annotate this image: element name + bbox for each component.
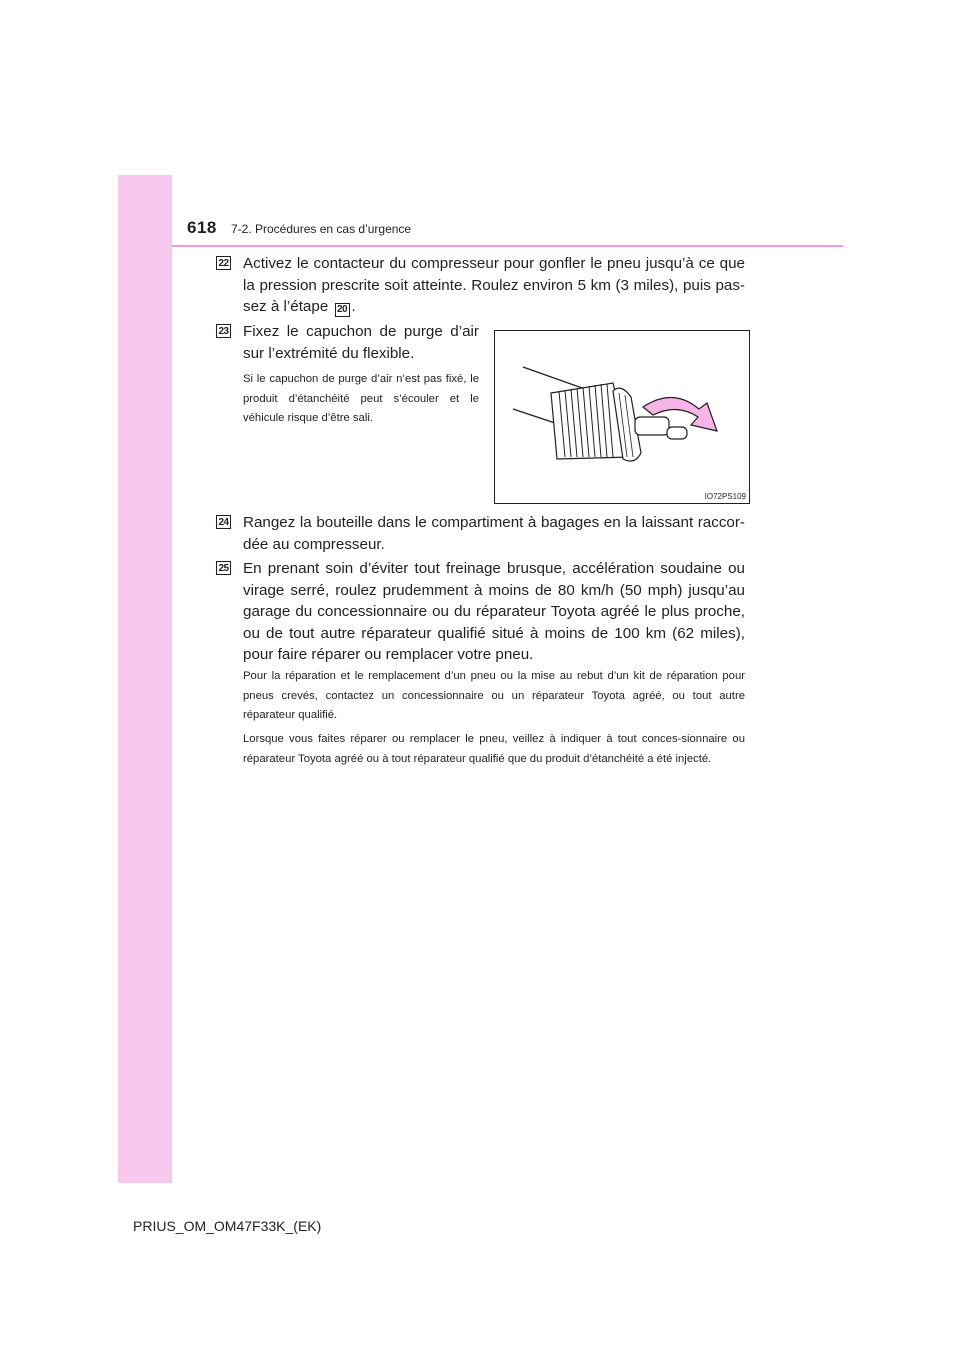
page-number: 618: [187, 218, 217, 237]
step-22-text: [243, 253, 745, 318]
chapter-sidebar-tab: [118, 175, 172, 1183]
section-title: 7-2. Procédures en cas d’urgence: [231, 222, 412, 236]
document-id-footer: PRIUS_OM_OM47F33K_(EK): [133, 1218, 322, 1234]
step-badge-22: 22: [216, 256, 231, 270]
step-23-text: Fixez le capuchon de purge d’air sur l’extrémité du flexible.: [243, 323, 479, 362]
step-25-text: En prenant soin d’éviter tout freinage brusque, accélération soudaine ou virage serré, roulez prudemment à moins de 80 km/h (50 mph) jusqu’au garage du concessionnaire ou du réparateur Toyota agréé le plus proche, ou de tout autre réparateur qualifié situé à moins de 100 km (62 miles), pour faire réparer ou remplacer votre pneu.: [243, 560, 745, 663]
hose-cap-illustration: [495, 331, 749, 503]
step-badge-24: 24: [216, 515, 231, 529]
step-ref-badge-20: 20: [335, 303, 350, 317]
figure-code: IO72PS109: [704, 492, 746, 501]
header-rule: [172, 245, 843, 247]
step-24-text: Rangez la bouteille dans le compartiment à bagages en la laissant raccor-dée au compresseur.: [243, 514, 745, 553]
step-badge-25: 25: [216, 561, 231, 575]
step-22-text-end: .: [351, 298, 356, 315]
figure-air-purge-cap: [494, 330, 750, 504]
step-25-note-1: Pour la réparation et le remplacement d’un pneu ou la mise au rebut d’un kit de réparation pour pneus crevés, contactez un concessionnaire ou un réparateur Toyota agréé, ou tout autre réparateur qualifié.: [243, 670, 745, 721]
step-25-note-2: Lorsque vous faites réparer ou remplacer le pneu, veillez à indiquer à tout conces-sionnaire ou réparateur Toyota agréé ou à tout réparateur qualifié que du produit d’étanchéité a été injecté.: [243, 733, 745, 765]
step-23-note: Si le capuchon de purge d’air n’est pas fixé, le produit d’étanchéité peut s’écouler et le véhicule risque d’être sali.: [243, 373, 479, 424]
step-badge-23: 23: [216, 324, 231, 338]
step-22-text-main: Activez le contacteur du compresseur pour gonfler le pneu jusqu’à ce que la pression prescrite soit atteinte. Roulez environ 5 km (3 miles), puis pas-sez à l’étape: [243, 255, 745, 315]
